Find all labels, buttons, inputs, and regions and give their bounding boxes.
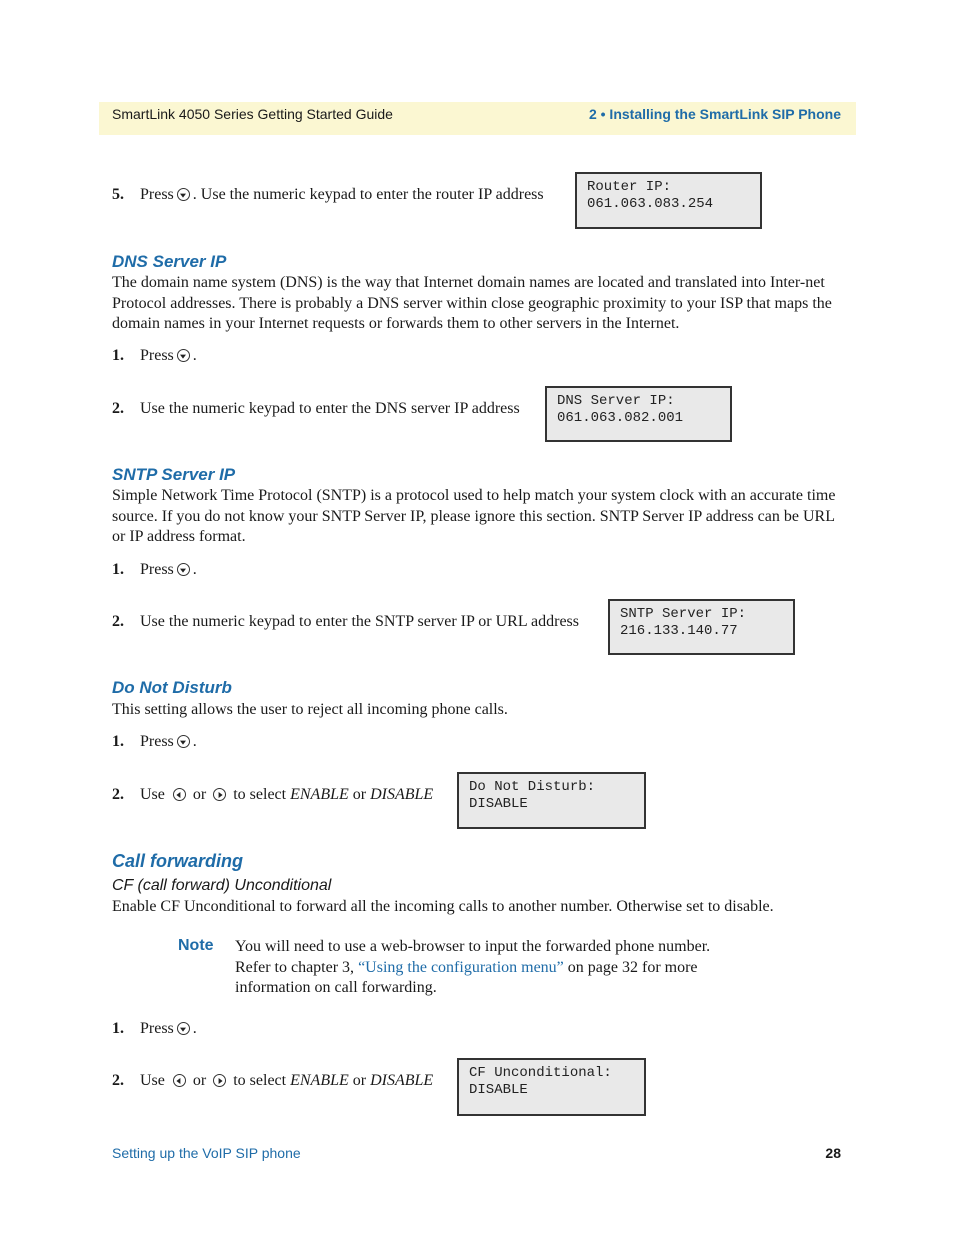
step-press-text: Press [140, 733, 174, 750]
router-ip-lcd: Router IP: 061.063.083.254 [575, 172, 762, 229]
disable-option: DISABLE [370, 1072, 434, 1089]
note-label: Note [178, 937, 214, 954]
step-number: 2. [112, 786, 124, 803]
cf-body: Enable CF Unconditional to forward all the incoming calls to another number. Otherwise set to disable. [112, 898, 774, 915]
right-arrow-key-icon [213, 788, 226, 801]
enable-option: ENABLE [290, 786, 349, 803]
step-number: 1. [112, 561, 124, 578]
cf-step-1 [112, 1019, 197, 1039]
step-select: to select [233, 1072, 287, 1089]
step-or: or [352, 1072, 367, 1089]
note-line-3: information on call forwarding. [235, 979, 437, 996]
header-guide-title: SmartLink 4050 Series Getting Started Guide [112, 106, 393, 122]
note-line-2-pre: Refer to chapter 3, [235, 958, 359, 976]
step-text: Use the numeric keypad to enter the DNS server IP address [140, 400, 520, 417]
right-arrow-key-icon [213, 1074, 226, 1087]
down-arrow-key-icon [177, 563, 190, 576]
step-number: 2. [112, 400, 124, 417]
step-end: . [192, 561, 197, 578]
down-arrow-key-icon [177, 188, 190, 201]
sntp-step-2 [112, 612, 579, 632]
dnd-step-1 [112, 732, 197, 752]
step-end: . [192, 733, 197, 750]
dnd-step-2 [112, 785, 433, 805]
dns-step-1 [112, 346, 197, 366]
step-number: 2. [112, 613, 124, 630]
left-arrow-key-icon [173, 788, 186, 801]
cf-heading: Call forwarding [112, 851, 244, 871]
down-arrow-key-icon [177, 735, 190, 748]
configuration-menu-link[interactable]: “Using the configuration menu” [358, 958, 564, 976]
note-line-2-post: on page 32 for more [563, 958, 698, 976]
step-text: Use the numeric keypad to enter the SNTP server IP or URL address [140, 613, 579, 630]
sntp-body: Simple Network Time Protocol (SNTP) is a protocol used to help match your system clock with an accurate time source. If you do not know your SNTP Server IP, please ignore this section. SNTP Server IP address can be URL or IP address format. [112, 487, 836, 545]
step-or: or [192, 786, 207, 803]
step-or: or [352, 786, 367, 803]
step-press-text: Press [140, 1020, 174, 1037]
step-number: 1. [112, 733, 124, 750]
down-arrow-key-icon [177, 349, 190, 362]
dns-heading: DNS Server IP [112, 252, 227, 271]
enable-option: ENABLE [290, 1072, 349, 1089]
step-number: 2. [112, 1072, 124, 1089]
note-text [235, 937, 735, 999]
sntp-heading: SNTP Server IP [112, 465, 236, 484]
sntp-step-1 [112, 560, 197, 580]
disable-option: DISABLE [370, 786, 434, 803]
dnd-body: This setting allows the user to reject all incoming phone calls. [112, 701, 508, 718]
step-end: . [192, 347, 197, 364]
step-number: 1. [112, 1020, 124, 1037]
step-end: . [192, 1020, 197, 1037]
step-press-text: Press [140, 347, 174, 364]
step-text: . Use the numeric keypad to enter the router IP address [192, 186, 544, 203]
note-line-1: You will need to use a web-browser to input the forwarded phone number. [235, 938, 711, 955]
cf-lcd: CF Unconditional: DISABLE [457, 1058, 646, 1116]
step-or: or [192, 1072, 207, 1089]
cf-subheading: CF (call forward) Unconditional [112, 877, 332, 894]
page-number: 28 [825, 1145, 841, 1161]
dns-server-lcd: DNS Server IP: 061.063.082.001 [545, 386, 732, 442]
step-press-text: Press [140, 186, 174, 203]
down-arrow-key-icon [177, 1022, 190, 1035]
step-number: 1. [112, 347, 124, 364]
step-use: Use [140, 786, 165, 803]
step-number: 5. [112, 186, 124, 203]
cf-step-2 [112, 1071, 433, 1091]
dns-body: The domain name system (DNS) is the way that Internet domain names are located and translated into Inter-net Protocol addresses. There is probably a DNS server within close geographic proximity to your ISP that maps the domain names in your Internet requests or forwards them to other servers in the Internet. [112, 274, 832, 332]
dnd-heading: Do Not Disturb [112, 678, 232, 697]
router-step [112, 185, 544, 205]
note-line-2 [235, 958, 735, 979]
footer-section-title: Setting up the VoIP SIP phone [112, 1145, 301, 1161]
header-chapter-title: 2 • Installing the SmartLink SIP Phone [588, 106, 841, 122]
step-use: Use [140, 1072, 165, 1089]
sntp-server-lcd: SNTP Server IP: 216.133.140.77 [608, 599, 795, 655]
dns-step-2 [112, 399, 520, 419]
step-press-text: Press [140, 561, 174, 578]
left-arrow-key-icon [173, 1074, 186, 1087]
dnd-lcd: Do Not Disturb: DISABLE [457, 772, 646, 829]
step-select: to select [233, 786, 287, 803]
